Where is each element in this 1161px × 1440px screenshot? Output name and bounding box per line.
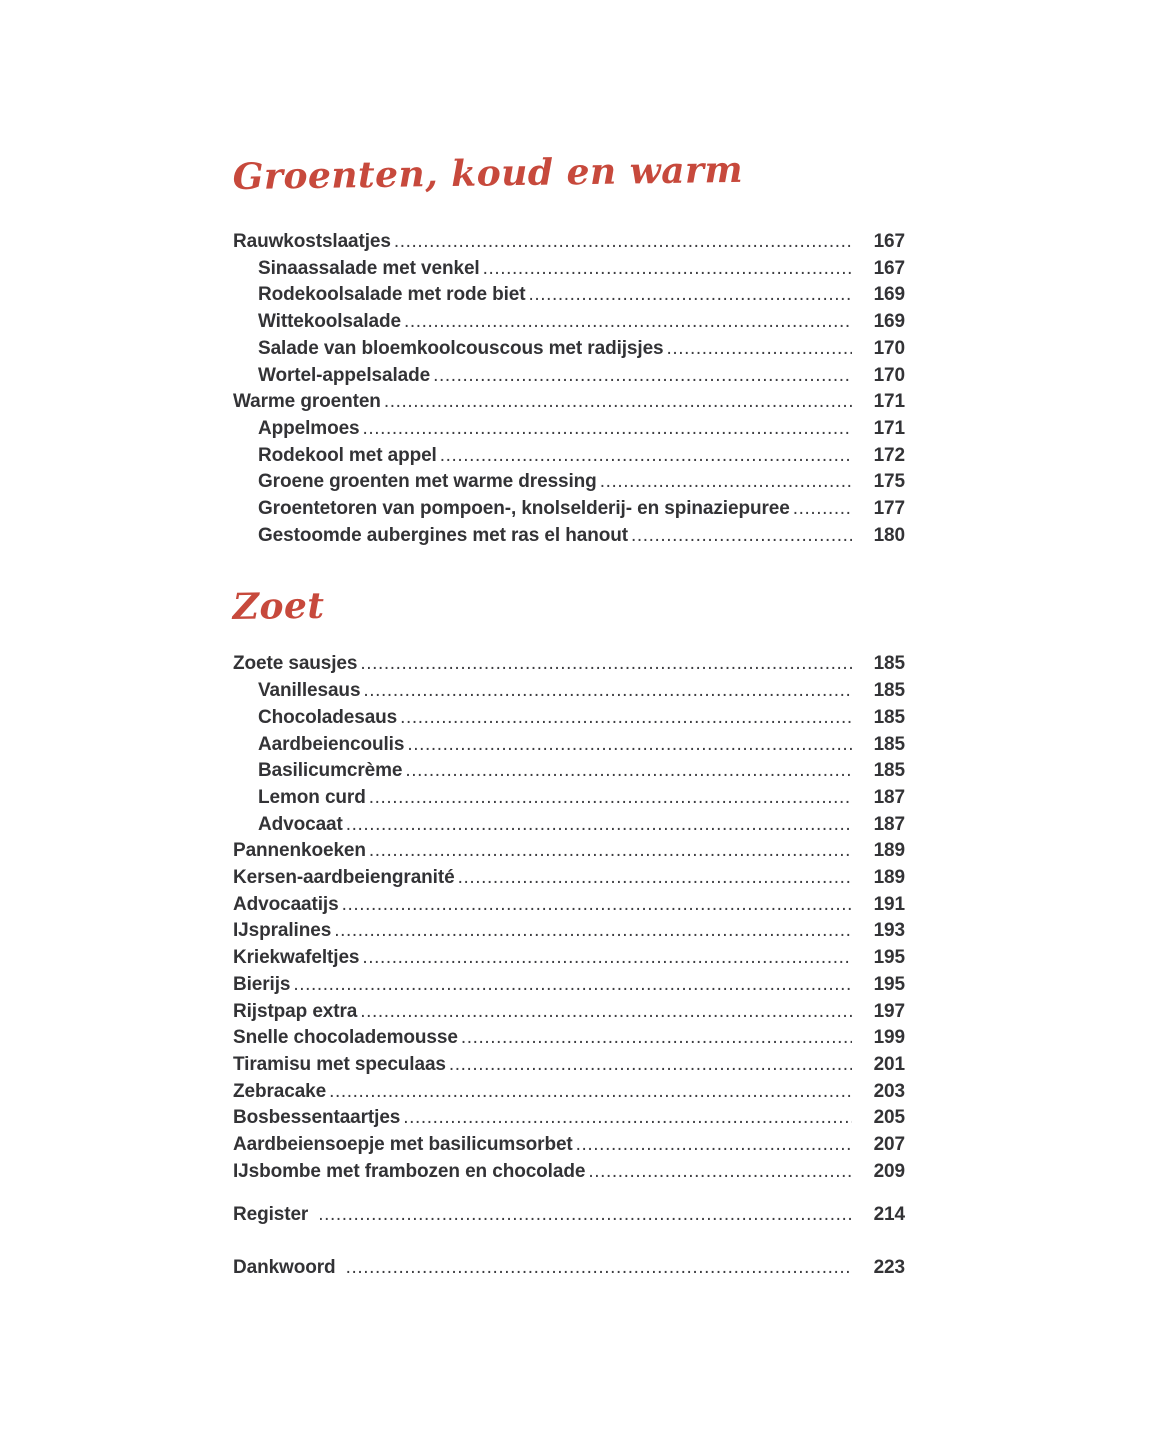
- toc-entry-row: [233, 732, 905, 759]
- toc-entry-row: [233, 918, 905, 945]
- dotted-leader: [404, 309, 852, 336]
- dotted-leader: [458, 865, 852, 892]
- toc-entry-page: 170: [873, 364, 905, 386]
- toc-entry-row: [233, 256, 905, 283]
- toc-entry-page: 167: [873, 231, 905, 252]
- toc-entry-label: Tiramisu met speculaas: [233, 1053, 446, 1075]
- toc-entry-label: Vanillesaus: [258, 680, 361, 702]
- dotted-leader: [293, 972, 852, 999]
- toc-entry-page: 169: [873, 311, 905, 333]
- toc-entry-row: [233, 496, 905, 523]
- toc-entry-row: [233, 229, 905, 256]
- toc-entry-label: IJsbombe met frambozen en chocolade: [233, 1160, 586, 1182]
- toc-entry-row: [233, 443, 905, 470]
- toc-entry-row: [233, 1025, 905, 1052]
- toc-section-groenten: [233, 229, 905, 549]
- dotted-leader: [360, 999, 852, 1026]
- dotted-leader: [600, 469, 852, 496]
- toc-entry-row: [233, 469, 905, 496]
- toc-entry-label: Register: [233, 1203, 309, 1225]
- toc-entry-label: Wortel-appelsalade: [258, 364, 431, 386]
- toc-entry-row: [233, 1105, 905, 1132]
- toc-entry-row: [233, 1159, 905, 1186]
- toc-entry-page: 205: [873, 1107, 905, 1129]
- toc-entry-page: 170: [873, 337, 905, 359]
- toc-entry-page: 171: [873, 417, 905, 439]
- dotted-leader: [588, 1159, 852, 1186]
- dotted-leader: [369, 838, 852, 865]
- toc-entry-row: [233, 389, 905, 416]
- toc-entry-row: [233, 336, 905, 363]
- toc-entry-page: 207: [873, 1134, 905, 1156]
- toc-entry-row: [233, 309, 905, 336]
- dotted-leader: [576, 1132, 852, 1159]
- toc-entry-label: Kriekwafeltjes: [233, 947, 360, 969]
- toc-entry-label: Aardbeiensoepje met basilicumsorbet: [233, 1134, 573, 1156]
- toc-entry-row-dankwoord: [233, 1255, 905, 1282]
- toc-entry-page: 172: [873, 444, 905, 466]
- toc-entry-page: 185: [873, 706, 905, 728]
- toc-entry-row: [233, 678, 905, 705]
- dotted-leader: [394, 229, 852, 256]
- toc-entry-page: 209: [873, 1160, 905, 1182]
- dotted-leader: [483, 256, 852, 283]
- toc-entry-label: Rauwkostslaatjes: [233, 231, 391, 252]
- toc-entry-row: [233, 838, 905, 865]
- toc-entry-page: 185: [873, 653, 905, 675]
- toc-entry-row: [233, 972, 905, 999]
- toc-entry-label: Wittekoolsalade: [258, 311, 401, 333]
- toc-entry-label: Salade van bloemkoolcouscous met radijsjes: [258, 337, 664, 359]
- toc-footer: [233, 1202, 905, 1282]
- toc-entry-label: Zoete sausjes: [233, 653, 358, 675]
- dotted-leader: [529, 282, 853, 309]
- toc-entry-label: Rodekool met appel: [258, 444, 437, 466]
- toc-entry-row: [233, 892, 905, 919]
- toc-entry-page: 223: [873, 1256, 905, 1278]
- toc-entry-page: 180: [873, 524, 905, 546]
- dotted-leader: [631, 523, 852, 550]
- toc-entry-row: [233, 363, 905, 390]
- dotted-leader: [346, 1255, 852, 1282]
- toc-entry-page: 189: [873, 840, 905, 862]
- toc-entry-label: Bierijs: [233, 973, 291, 995]
- toc-entry-label: Pannenkoeken: [233, 840, 366, 862]
- toc-entry-page: 187: [873, 786, 905, 808]
- toc-entry-row: [233, 1052, 905, 1079]
- toc-entry-page: 185: [873, 733, 905, 755]
- toc-entry-label: Advocaat: [258, 813, 343, 835]
- toc-entry-label: IJspralines: [233, 920, 332, 942]
- section-heading-zoet: Zoet: [232, 585, 325, 629]
- dotted-leader: [407, 732, 852, 759]
- toc-entry-page: 185: [873, 680, 905, 702]
- section-heading-groenten: Groenten, koud en warm: [232, 148, 744, 199]
- toc-entry-row: [233, 1079, 905, 1106]
- toc-entry-label: Advocaatijs: [233, 893, 339, 915]
- dotted-leader: [461, 1025, 852, 1052]
- toc-entry-page: 193: [873, 920, 905, 942]
- dotted-leader: [400, 705, 852, 732]
- toc-entry-row: [233, 651, 905, 678]
- toc-entry-page: 195: [873, 947, 905, 969]
- toc-entry-label: Gestoomde aubergines met ras el hanout: [258, 524, 628, 546]
- dotted-leader: [793, 496, 852, 523]
- toc-entry-label: Sinaassalade met venkel: [258, 257, 480, 279]
- dotted-leader: [405, 758, 852, 785]
- toc-entry-row: [233, 282, 905, 309]
- toc-entry-row: [233, 999, 905, 1026]
- dotted-leader: [440, 443, 852, 470]
- toc-entry-row: [233, 705, 905, 732]
- toc-content: [232, 148, 905, 1281]
- toc-entry-row: [233, 812, 905, 839]
- toc-entry-page: 185: [873, 760, 905, 782]
- toc-entry-label: Warme groenten: [233, 391, 381, 413]
- toc-entry-label: Rijstpap extra: [233, 1000, 358, 1022]
- toc-entry-label: Groentetoren van pompoen-, knolselderij- en spinaziepuree: [258, 498, 790, 520]
- dotted-leader: [342, 892, 852, 919]
- dotted-leader: [360, 651, 852, 678]
- dotted-leader: [369, 785, 852, 812]
- toc-entry-page: 195: [873, 973, 905, 995]
- dotted-leader: [318, 1202, 852, 1229]
- toc-entry-page: 167: [873, 257, 905, 279]
- toc-entry-page: 187: [873, 813, 905, 835]
- dotted-leader: [362, 945, 852, 972]
- toc-entry-row-register: [233, 1202, 905, 1229]
- toc-entry-row: [233, 523, 905, 550]
- toc-entry-page: 177: [873, 498, 905, 520]
- dotted-leader: [329, 1079, 852, 1106]
- toc-entry-label: Snelle chocolademousse: [233, 1027, 458, 1049]
- toc-entry-row: [233, 785, 905, 812]
- dotted-leader: [384, 389, 852, 416]
- toc-entry-label: Kersen-aardbeiengranité: [233, 867, 455, 889]
- toc-entry-page: 197: [873, 1000, 905, 1022]
- dotted-leader: [449, 1052, 852, 1079]
- toc-entry-label: Zebracake: [233, 1080, 327, 1102]
- toc-entry-page: 191: [873, 893, 905, 915]
- toc-entry-page: 214: [873, 1203, 905, 1225]
- dotted-leader: [403, 1105, 852, 1132]
- toc-entry-row: [233, 758, 905, 785]
- dotted-leader: [346, 812, 852, 839]
- toc-entry-row: [233, 1132, 905, 1159]
- toc-entry-page: 201: [873, 1053, 905, 1075]
- toc-entry-page: 199: [873, 1027, 905, 1049]
- toc-entry-row: [233, 945, 905, 972]
- toc-entry-label: Lemon curd: [258, 786, 366, 808]
- toc-section-zoet: [233, 651, 905, 1185]
- toc-entry-page: 189: [873, 867, 905, 889]
- toc-entry-label: Rodekoolsalade met rode biet: [258, 284, 526, 306]
- toc-entry-label: Dankwoord: [233, 1256, 336, 1278]
- toc-entry-page: 175: [873, 471, 905, 493]
- dotted-leader: [363, 416, 852, 443]
- toc-entry-page: 171: [873, 391, 905, 413]
- dotted-leader: [363, 678, 852, 705]
- toc-entry-label: Chocoladesaus: [258, 706, 398, 728]
- toc-entry-row: [233, 865, 905, 892]
- dotted-leader: [433, 363, 852, 390]
- toc-entry-page: 169: [873, 284, 905, 306]
- toc-entry-label: Aardbeiencoulis: [258, 733, 405, 755]
- toc-entry-label: Appelmoes: [258, 417, 360, 439]
- dotted-leader: [334, 918, 852, 945]
- toc-entry-label: Groene groenten met warme dressing: [258, 471, 597, 493]
- toc-entry-row: [233, 416, 905, 443]
- toc-entry-page: 203: [873, 1080, 905, 1102]
- toc-entry-label: Basilicumcrème: [258, 760, 403, 782]
- toc-entry-label: Bosbessentaartjes: [233, 1107, 401, 1129]
- dotted-leader: [667, 336, 852, 363]
